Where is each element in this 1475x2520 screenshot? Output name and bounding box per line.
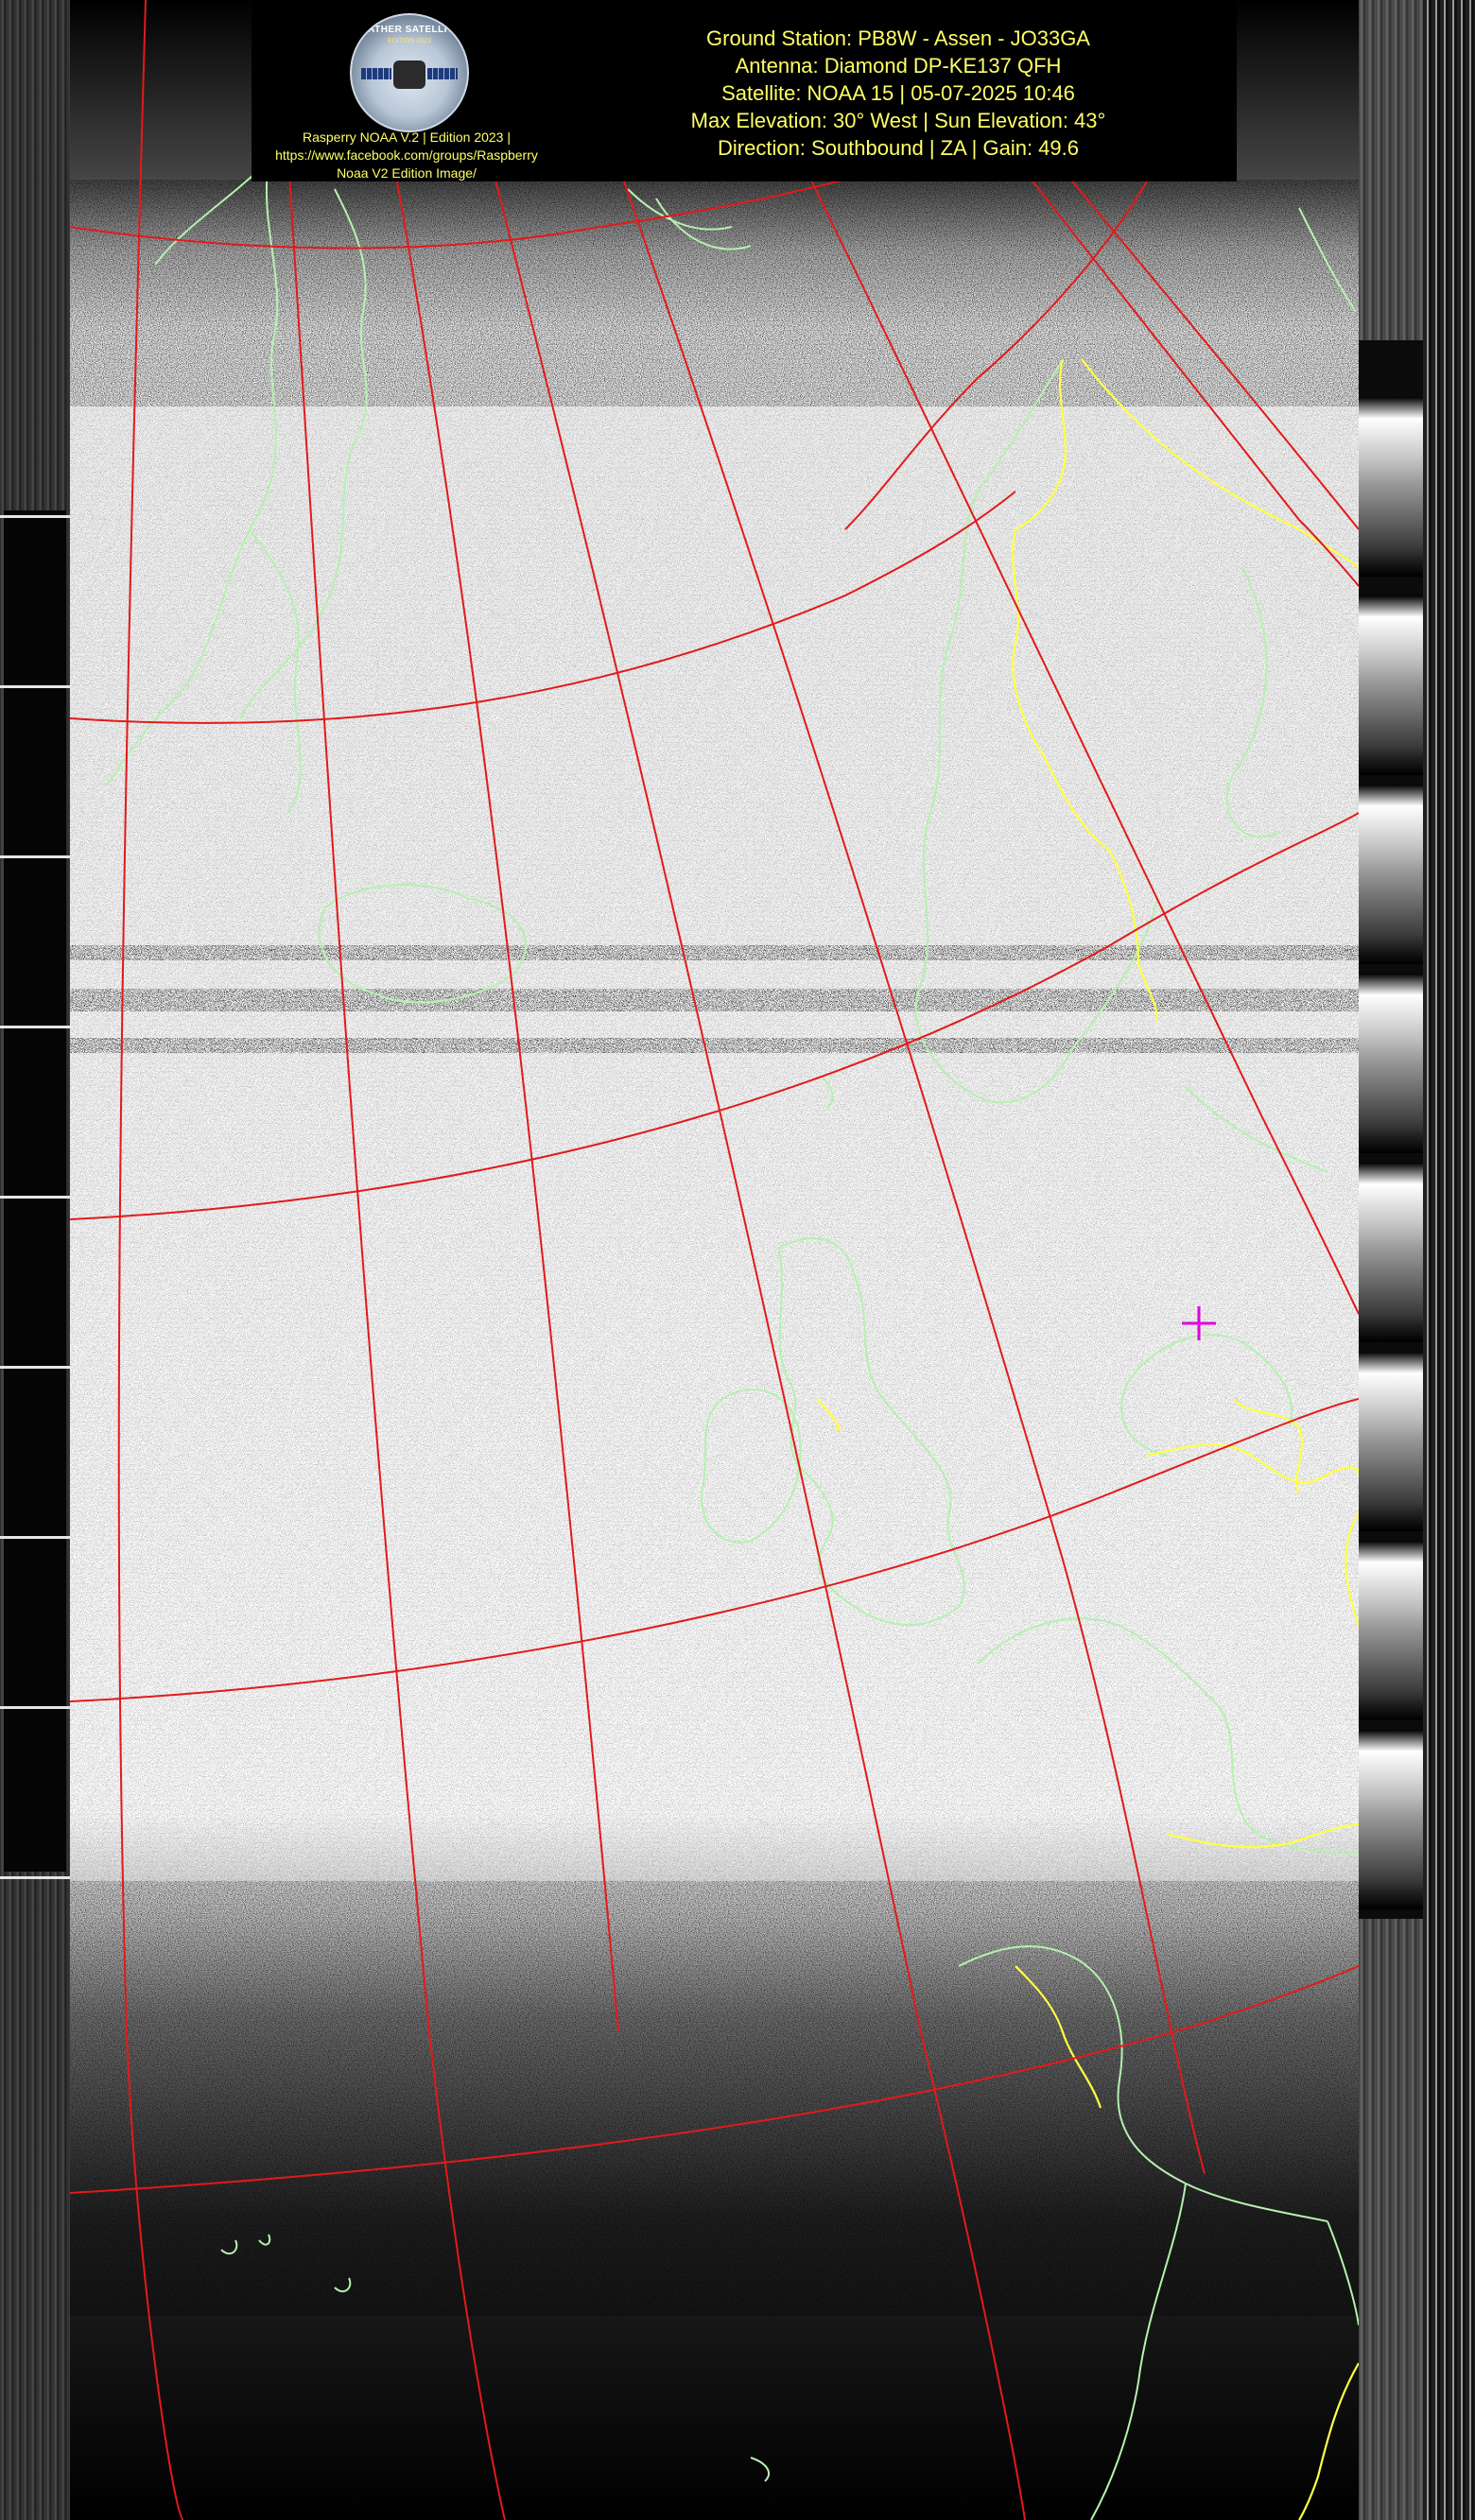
satellite-line: Satellite: NOAA 15 | 05-07-2025 10:46 [721,81,1075,105]
logo-subtitle: EDITION 2023 [388,38,431,44]
weather-satellites-logo [350,13,469,132]
telemetry-wedge [1359,1730,1423,1909]
minute-marker [0,855,70,858]
sync-bar [4,510,66,1040]
telemetry-noise [1359,1919,1423,2520]
telemetry-noise [1359,0,1423,340]
minute-marker [0,1536,70,1539]
minute-marker [0,1196,70,1199]
credit-line: https://www.facebook.com/groups/Raspberry [275,147,538,163]
minute-marker [0,515,70,518]
telemetry-wedge [1359,974,1423,1153]
telemetry-lines [1423,0,1475,2520]
minute-marker [0,1706,70,1709]
satellite-panel-icon [361,68,391,79]
minute-marker [0,1366,70,1369]
satellite-icon [393,60,425,89]
satellite-map [70,0,1359,2520]
elevation-line: Max Elevation: 30° West | Sun Elevation: 43° [690,109,1106,132]
telemetry-wedge [1359,1352,1423,1531]
telemetry-wedge [1359,1541,1423,1720]
direction-line: Direction: Southbound | ZA | Gain: 49.6 [718,136,1079,160]
right-telemetry-strip [1359,0,1475,2520]
satellite-image [70,0,1359,2520]
left-telemetry-strip [0,0,70,2520]
telemetry-wedge [1359,595,1423,775]
station-info [624,25,1172,162]
noise-band [70,1881,1359,2316]
credit-line: Noaa V2 Edition Image/ [337,165,477,181]
ground-station-line: Ground Station: PB8W - Assen - JO33GA [706,26,1090,50]
antenna-line: Antenna: Diamond DP-KE137 QFH [735,54,1062,78]
logo-title: WEATHER SATELLITES [352,25,467,35]
satellite-panel-icon [427,68,458,79]
minute-marker [0,1026,70,1028]
minute-marker [0,1876,70,1879]
telemetry-wedge [1359,1163,1423,1342]
minute-marker [0,685,70,688]
credit-text [248,129,565,182]
sync-bar [4,1040,66,1872]
telemetry-wedge [1359,785,1423,964]
telemetry-wedge [1359,397,1423,577]
credit-line: Rasperry NOAA V.2 | Edition 2023 | [303,129,511,145]
light-noise [70,406,1359,1881]
